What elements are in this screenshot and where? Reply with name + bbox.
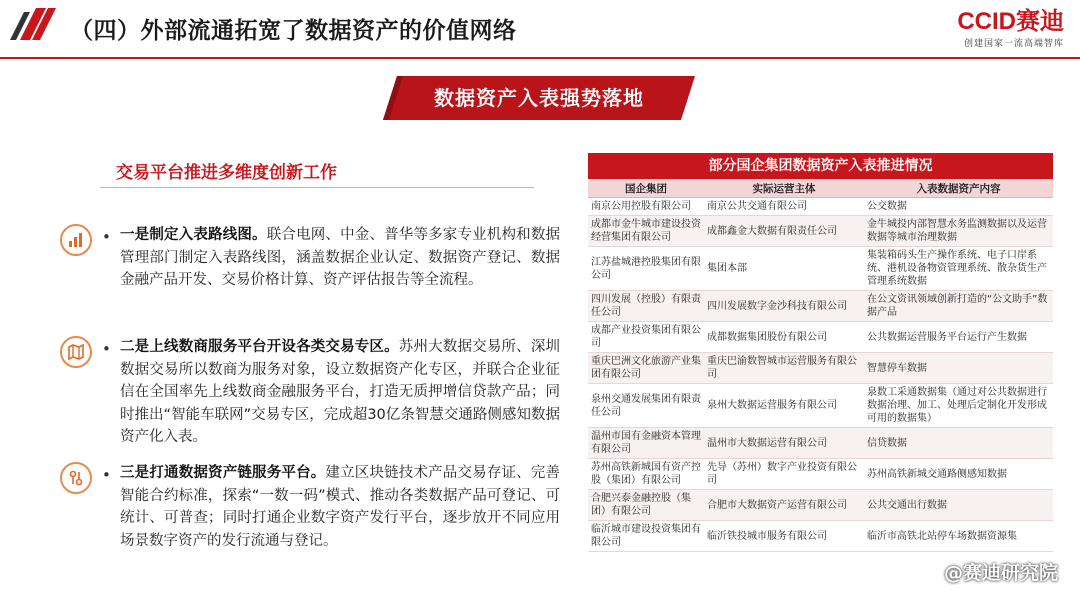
table-cell: 成都鑫金大数据有限责任公司: [704, 216, 864, 247]
bullet-text: 三是打通数据资产链服务平台。建立区块链技术产品交易存证、完善智能合约标准，探索“一数一码”模式、推动各类数据产品可登记、可统计、可普查；同时打通企业数字资产发行平台，逐步放开不同应用场景数字资产的发行流通与登记。: [120, 465, 561, 549]
bullet-dot: •: [102, 340, 111, 358]
table-cell: 信贷数据: [864, 428, 1053, 459]
table-cell: 金牛城投内部智慧水务监测数据以及运营数据等城市治理数据: [864, 216, 1053, 247]
page-title: （四）外部流通拓宽了数据资产的价值网络: [70, 18, 517, 44]
table-cell: 成都市金牛城市建设投资经营集团有限公司: [588, 216, 704, 247]
table-cell: 重庆巴渝数智城市运营服务有限公司: [704, 353, 864, 384]
bar-chart-icon: [60, 224, 92, 256]
table-cell: 公交数据: [864, 198, 1053, 216]
table-cell: 温州市大数据运营有限公司: [704, 428, 864, 459]
table-cell: 临沂铁投城市服务有限公司: [704, 521, 864, 552]
table-cell: 南京公用控股有限公司: [588, 198, 704, 216]
table-cell: 重庆巴洲文化旅游产业集团有限公司: [588, 353, 704, 384]
table-header-row: [588, 179, 1053, 198]
table-cell: 泉州交通发展集团有限责任公司: [588, 384, 704, 428]
watermark: @赛迪研究院: [943, 562, 1058, 584]
table-row: [588, 198, 1053, 216]
table-row: [588, 353, 1053, 384]
table-cell: 温州市国有金融资本管理有限公司: [588, 428, 704, 459]
table-row: [588, 247, 1053, 291]
table-row: [588, 322, 1053, 353]
table-cell: 南京公共交通有限公司: [704, 198, 864, 216]
table-cell: 成都产业投资集团有限公司: [588, 322, 704, 353]
table-row: [588, 428, 1053, 459]
table-cell: 泉数工采通数据集（通过对公共数据进行数据治理、加工、处理后定制化开发形成可用的数据集）: [864, 384, 1053, 428]
brand-logo: [957, 8, 1064, 49]
map-icon: [60, 336, 92, 368]
table-row: [588, 521, 1053, 552]
section-underline: [100, 187, 534, 188]
bullet-dot: •: [102, 466, 111, 484]
header-divider: [0, 57, 1080, 59]
table-cell: 四川发展数字金沙科技有限公司: [704, 291, 864, 322]
table-cell: 苏州高铁新城国有资产控股（集团）有限公司: [588, 459, 704, 490]
table-cell: 合肥市大数据资产运营有限公司: [704, 490, 864, 521]
table-cell: 江苏盐城港控股集团有限公司: [588, 247, 704, 291]
table-title: 部分国企集团数据资产入表推进情况: [588, 153, 1053, 179]
column-header: 实际运营主体: [704, 179, 864, 198]
brand-name: CCID赛迪: [957, 8, 1064, 35]
table-row: [588, 216, 1053, 247]
table-cell: 公共交通出行数据: [864, 490, 1053, 521]
table-row: [588, 490, 1053, 521]
table-cell: 泉州大数据运营服务有限公司: [704, 384, 864, 428]
table-cell: 临沂城市建设投资集团有限公司: [588, 521, 704, 552]
table-cell: 四川发展（控股）有限责任公司: [588, 291, 704, 322]
banner-text: 数据资产入表强势落地: [434, 86, 644, 110]
section-title: 交易平台推进多维度创新工作: [116, 163, 337, 183]
table-row: [588, 384, 1053, 428]
soe-table: [588, 153, 1053, 552]
banner: [383, 76, 695, 120]
table-cell: 先导（苏州）数字产业投资有限公司: [704, 459, 864, 490]
table-cell: 公共数据运营服务平台运行产生数据: [864, 322, 1053, 353]
table-cell: 集团本部: [704, 247, 864, 291]
table-cell: 临沂市高铁北站停车场数据资源集: [864, 521, 1053, 552]
table-row: [588, 459, 1053, 490]
bullet-text: 二是上线数商服务平台开设各类交易专区。苏州大数据交易所、深圳数据交易所以数商为服务对象，设立数据资产化专区，并联合企业征信在全国率先上线数商金融服务平台，打造无质押增信贷款产品；同时推出“智能车联网”交易专区，完成超30亿条智慧交通路侧感知数据资产化入表。: [120, 339, 561, 445]
table-cell: 智慧停车数据: [864, 353, 1053, 384]
column-header: 入表数据资产内容: [864, 179, 1053, 198]
table-cell: 苏州高铁新城交通路侧感知数据: [864, 459, 1053, 490]
bullet-dot: •: [102, 228, 111, 246]
table-cell: 成都数据集团股份有限公司: [704, 322, 864, 353]
bullet-text: 一是制定入表路线图。联合电网、中金、普华等多家专业机构和数据管理部门制定入表路线图，涵盖数据企业认定、数据资产登记、数据金融产品开发、交易价格计算、资产评估报告等全流程。: [120, 227, 561, 288]
table-cell: 在公文资讯领域创新打造的“公文助手”数据产品: [864, 291, 1053, 322]
logo-stripes-icon: [10, 8, 56, 40]
table-cell: 合肥兴泰金融控股（集团）有限公司: [588, 490, 704, 521]
table-row: [588, 291, 1053, 322]
brand-tagline: 创建国家一流高端智库: [963, 39, 1064, 49]
chain-icon: [60, 462, 92, 494]
column-header: 国企集团: [588, 179, 704, 198]
table-cell: 集装箱码头生产操作系统、电子口岸系统、港机设备物资管理系统、散杂货生产管理系统数据: [864, 247, 1053, 291]
